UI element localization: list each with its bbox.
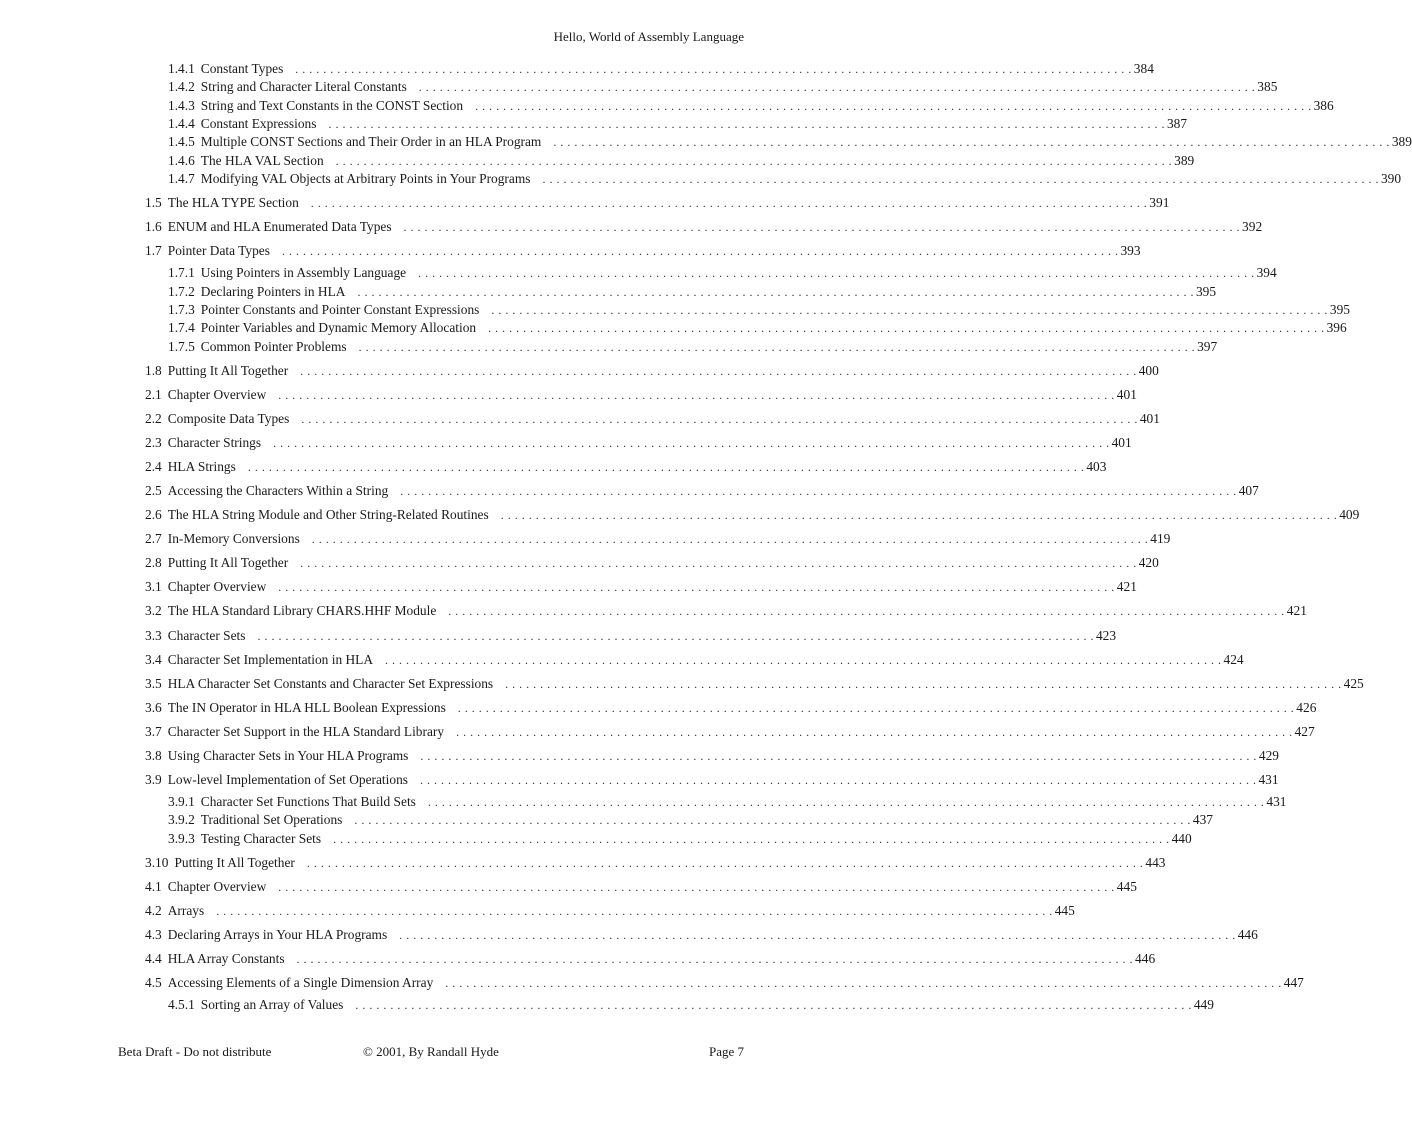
toc-dot-leader: . . . . . . . . . . . . . . . . . . . . . . . . . . . . . . . . . . . . . . . . . . . . . . . . . . . . . . . . . . . . . . . . . . . . . . . . . . . . . . . . . . . . . . . . . . . . . . . . . . . . . . . . . . . . . . . . . . . . . . . . (505, 677, 1342, 691)
toc-entry-page: 390 (1380, 171, 1402, 186)
toc-entry-title: Traditional Set Operations (200, 812, 343, 827)
toc-entry-page: 426 (1296, 700, 1317, 715)
toc-entry[interactable] (168, 264, 1277, 282)
toc-entry[interactable] (145, 854, 1166, 872)
toc-entry-number: 3.6 (145, 700, 162, 715)
toc-entry-page: 443 (1145, 855, 1166, 870)
toc-entry[interactable] (168, 830, 1192, 848)
toc-entry[interactable] (145, 434, 1132, 452)
toc-entry[interactable] (145, 651, 1244, 669)
toc-entry-title: Putting It All Together (167, 363, 289, 378)
toc-entry-title: The HLA String Module and Other String-Related Routines (167, 507, 489, 522)
toc-entry[interactable] (145, 675, 1364, 693)
toc-entry-title: Using Character Sets in Your HLA Programs (167, 748, 409, 763)
toc-entry-title: HLA Array Constants (167, 951, 285, 966)
toc-dot-leader: . . . . . . . . . . . . . . . . . . . . . . . . . . . . . . . . . . . . . . . . . . . . . . . . . . . . . . . . . . . . . . . . . . . . . . . . . . . . . . . . . . . . . . . . . . . . . . . . . . . . . . . . . . . . . . . . . . . . . . . . (357, 285, 1194, 299)
toc-entry-page: 449 (1193, 997, 1214, 1012)
toc-entry[interactable] (145, 554, 1159, 572)
toc-entry-number: 1.4.6 (168, 153, 195, 168)
footer-draft-notice: Beta Draft - Do not distribute (118, 1044, 272, 1059)
toc-entry-title: Character Set Implementation in HLA (167, 652, 374, 667)
toc-entry-page: 440 (1171, 831, 1192, 846)
toc-entry-number: 2.7 (145, 531, 162, 546)
toc-entry-title: Character Strings (167, 435, 262, 450)
toc-dot-leader: . . . . . . . . . . . . . . . . . . . . . . . . . . . . . . . . . . . . . . . . . . . . . . . . . . . . . . . . . . . . . . . . . . . . . . . . . . . . . . . . . . . . . . . . . . . . . . . . . . . . . . . . . . . . . . . . . . . . . . . . (491, 303, 1328, 317)
toc-dot-leader: . . . . . . . . . . . . . . . . . . . . . . . . . . . . . . . . . . . . . . . . . . . . . . . . . . . . . . . . . . . . . . . . . . . . . . . . . . . . . . . . . . . . . . . . . . . . . . . . . . . . . . . . . . . . . . . . . . . . . . . . (418, 80, 1256, 94)
toc-entry-title: Sorting an Array of Values (200, 997, 344, 1012)
toc-dot-leader: . . . . . . . . . . . . . . . . . . . . . . . . . . . . . . . . . . . . . . . . . . . . . . . . . . . . . . . . . . . . . . . . . . . . . . . . . . . . . . . . . . . . . . . . . . . . . . . . . . . . . . . . . . . . . . . . . . . . . . . . (300, 556, 1137, 570)
toc-dot-leader: . . . . . . . . . . . . . . . . . . . . . . . . . . . . . . . . . . . . . . . . . . . . . . . . . . . . . . . . . . . . . . . . . . . . . . . . . . . . . . . . . . . . . . . . . . . . . . . . . . . . . . . . . . . . . . . . . . . . . . . . (311, 532, 1149, 546)
toc-entry[interactable] (168, 115, 1188, 133)
toc-entry-page: 403 (1086, 459, 1107, 474)
toc-dot-leader: . . . . . . . . . . . . . . . . . . . . . . . . . . . . . . . . . . . . . . . . . . . . . . . . . . . . . . . . . . . . . . . . . . . . . . . . . . . . . . . . . . . . . . . . . . . . . . . . . . . . . . . . . . . . . . . . . . . . . . . . (385, 653, 1222, 667)
toc-entry-number: 3.9 (145, 772, 162, 787)
toc-entry-title: Low-level Implementation of Set Operations (167, 772, 408, 787)
toc-dot-leader: . . . . . . . . . . . . . . . . . . . . . . . . . . . . . . . . . . . . . . . . . . . . . . . . . . . . . . . . . . . . . . . . . . . . . . . . . . . . . . . . . . . . . . . . . . . . . . . . . . . . . . . . . . . . . . . . . . . . . . . . (295, 62, 1132, 76)
toc-entry-title: The IN Operator in HLA HLL Boolean Expressions (167, 700, 446, 715)
footer-page-number: Page 7 (708, 1044, 744, 1059)
toc-entry-number: 1.4.1 (168, 61, 195, 76)
toc-entry-number: 1.5 (145, 195, 162, 210)
toc-entry-number: 1.7.3 (168, 302, 195, 317)
toc-entry-number: 1.4.3 (168, 98, 195, 113)
toc-entry[interactable] (145, 242, 1141, 260)
toc-entry-title: Accessing Elements of a Single Dimension Array (167, 975, 434, 990)
toc-entry[interactable] (168, 793, 1287, 811)
toc-entry[interactable] (145, 386, 1137, 404)
toc-entry-title: Putting It All Together (167, 555, 289, 570)
toc-entry[interactable] (145, 723, 1315, 741)
toc-entry[interactable] (145, 530, 1171, 548)
toc-entry-title: HLA Character Set Constants and Character Set Expressions (167, 676, 494, 691)
toc-entry-page: 445 (1054, 903, 1075, 918)
toc-entry-title: Testing Character Sets (200, 831, 322, 846)
toc-entry[interactable] (145, 627, 1117, 645)
toc-entry[interactable] (145, 747, 1279, 765)
toc-entry-page: 419 (1150, 531, 1171, 546)
toc-entry-number: 4.4 (145, 951, 162, 966)
toc-entry[interactable] (145, 458, 1107, 476)
running-header: Hello, World of Assembly Language (553, 29, 744, 44)
toc-entry-number: 1.7 (145, 243, 162, 258)
toc-entry-title: Arrays (167, 903, 205, 918)
toc-dot-leader: . . . . . . . . . . . . . . . . . . . . . . . . . . . . . . . . . . . . . . . . . . . . . . . . . . . . . . . . . . . . . . . . . . . . . . . . . . . . . . . . . . . . . . . . . . . . . . . . . . . . . . . . . . . . . . . . . . . . . . . . (456, 725, 1293, 739)
toc-entry[interactable] (145, 482, 1259, 500)
toc-entry[interactable] (145, 602, 1307, 620)
toc-entry-page: 385 (1257, 79, 1278, 94)
toc-dot-leader: . . . . . . . . . . . . . . . . . . . . . . . . . . . . . . . . . . . . . . . . . . . . . . . . . . . . . . . . . . . . . . . . . . . . . . . . . . . . . . . . . . . . . . . . . . . . . . . . . . . . . . . . . . . . . . . . . . . . . . . . (306, 856, 1144, 870)
toc-entry-page: 409 (1339, 507, 1360, 522)
toc-dot-leader: . . . . . . . . . . . . . . . . . . . . . . . . . . . . . . . . . . . . . . . . . . . . . . . . . . . . . . . . . . . . . . . . . . . . . . . . . . . . . . . . . . . . . . . . . . . . . . . . . . . . . . . . . . . . . . . . . . . . . . . . (335, 154, 1173, 168)
toc-dot-leader: . . . . . . . . . . . . . . . . . . . . . . . . . . . . . . . . . . . . . . . . . . . . . . . . . . . . . . . . . . . . . . . . . . . . . . . . . . . . . . . . . . . . . . . . . . . . . . . . . . . . . . . . . . . . . . . . . . . . . . . . (488, 321, 1325, 335)
toc-dot-leader: . . . . . . . . . . . . . . . . . . . . . . . . . . . . . . . . . . . . . . . . . . . . . . . . . . . . . . . . . . . . . . . . . . . . . . . . . . . . . . . . . . . . . . . . . . . . . . . . . . . . . . . . . . . . . . . . . . . . . . . . (247, 460, 1085, 474)
toc-entry[interactable] (168, 152, 1195, 170)
toc-entry-page: 389 (1391, 134, 1412, 149)
toc-entry-number: 1.7.4 (168, 320, 195, 335)
toc-entry[interactable] (145, 410, 1160, 428)
toc-dot-leader: . . . . . . . . . . . . . . . . . . . . . . . . . . . . . . . . . . . . . . . . . . . . . . . . . . . . . . . . . . . . . . . . . . . . . . . . . . . . . . . . . . . . . . . . . . . . . . . . . . . . . . . . . . . . . . . . . . . . . . . . (448, 604, 1285, 618)
toc-entry-number: 1.4.4 (168, 116, 195, 131)
toc-dot-leader: . . . . . . . . . . . . . . . . . . . . . . . . . . . . . . . . . . . . . . . . . . . . . . . . . . . . . . . . . . . . . . . . . . . . . . . . . . . . . . . . . . . . . . . . . . . . . . . . . . . . . . . . . . . . . . . . . . . . . . . . (301, 412, 1138, 426)
toc-entry[interactable] (168, 338, 1218, 356)
toc-entry[interactable] (168, 996, 1214, 1014)
toc-entry-page: 401 (1116, 387, 1137, 402)
toc-entry-title: In-Memory Conversions (167, 531, 300, 546)
toc-entry-page: 392 (1242, 219, 1263, 234)
toc-entry-number: 1.7.2 (168, 284, 195, 299)
toc-entry-title: Constant Expressions (200, 116, 317, 131)
toc-entry-number: 3.9.2 (168, 812, 195, 827)
toc-entry[interactable] (168, 78, 1278, 96)
toc-entry-page: 446 (1135, 951, 1156, 966)
toc-dot-leader: . . . . . . . . . . . . . . . . . . . . . . . . . . . . . . . . . . . . . . . . . . . . . . . . . . . . . . . . . . . . . . . . . . . . . . . . . . . . . . . . . . . . . . . . . . . . . . . . . . . . . . . . . . . . . . . . . . . . . . . . (354, 813, 1191, 827)
toc-entry[interactable] (168, 60, 1154, 78)
toc-entry-title: Declaring Arrays in Your HLA Programs (167, 927, 388, 942)
toc-entry[interactable] (145, 878, 1137, 896)
toc-entry-page: 431 (1266, 794, 1287, 809)
toc-entry[interactable] (145, 218, 1263, 236)
toc-entry-number: 3.4 (145, 652, 162, 667)
toc-entry-number: 1.6 (145, 219, 162, 234)
toc-entry-title: Chapter Overview (167, 579, 267, 594)
toc-dot-leader: . . . . . . . . . . . . . . . . . . . . . . . . . . . . . . . . . . . . . . . . . . . . . . . . . . . . . . . . . . . . . . . . . . . . . . . . . . . . . . . . . . . . . . . . . . . . . . . . . . . . . . . . . . . . . . . . . . . . . . . . (420, 749, 1257, 763)
toc-dot-leader: . . . . . . . . . . . . . . . . . . . . . . . . . . . . . . . . . . . . . . . . . . . . . . . . . . . . . . . . . . . . . . . . . . . . . . . . . . . . . . . . . . . . . . . . . . . . . . . . . . . . . . . . . . . . . . . . . . . . . . . . (310, 196, 1148, 210)
toc-entry-page: 384 (1133, 61, 1154, 76)
toc-entry-number: 2.3 (145, 435, 162, 450)
toc-entry-page: 395 (1329, 302, 1350, 317)
toc-entry-page: 386 (1313, 98, 1334, 113)
toc-dot-leader: . . . . . . . . . . . . . . . . . . . . . . . . . . . . . . . . . . . . . . . . . . . . . . . . . . . . . . . . . . . . . . . . . . . . . . . . . . . . . . . . . . . . . . . . . . . . . . . . . . . . . . . . . . . . . . . . . . . . . . . . (333, 832, 1170, 846)
toc-entry[interactable] (168, 97, 1334, 115)
toc-dot-leader: . . . . . . . . . . . . . . . . . . . . . . . . . . . . . . . . . . . . . . . . . . . . . . . . . . . . . . . . . . . . . . . . . . . . . . . . . . . . . . . . . . . . . . . . . . . . . . . . . . . . . . . . . . . . . . . . . . . . . . . . (475, 99, 1312, 113)
toc-dot-leader: . . . . . . . . . . . . . . . . . . . . . . . . . . . . . . . . . . . . . . . . . . . . . . . . . . . . . . . . . . . . . . . . . . . . . . . . . . . . . . . . . . . . . . . . . . . . . . . . . . . . . . . . . . . . . . . . . . . . . . . . (542, 172, 1379, 186)
toc-dot-leader: . . . . . . . . . . . . . . . . . . . . . . . . . . . . . . . . . . . . . . . . . . . . . . . . . . . . . . . . . . . . . . . . . . . . . . . . . . . . . . . . . . . . . . . . . . . . . . . . . . . . . . . . . . . . . . . . . . . . . . . . (273, 436, 1110, 450)
toc-entry-page: 446 (1237, 927, 1258, 942)
toc-entry-number: 3.5 (145, 676, 162, 691)
toc-dot-leader: . . . . . . . . . . . . . . . . . . . . . . . . . . . . . . . . . . . . . . . . . . . . . . . . . . . . . . . . . . . . . . . . . . . . . . . . . . . . . . . . . . . . . . . . . . . . . . . . . . . . . . . . . . . . . . . . . . . . . . . . (419, 773, 1257, 787)
toc-entry-number: 2.4 (145, 459, 162, 474)
toc-dot-leader: . . . . . . . . . . . . . . . . . . . . . . . . . . . . . . . . . . . . . . . . . . . . . . . . . . . . . . . . . . . . . . . . . . . . . . . . . . . . . . . . . . . . . . . . . . . . . . . . . . . . . . . . . . . . . . . . . . . . . . . . (216, 904, 1053, 918)
toc-entry-number: 3.8 (145, 748, 162, 763)
toc-entry-title: The HLA Standard Library CHARS.HHF Module (167, 603, 437, 618)
toc-entry[interactable] (145, 926, 1258, 944)
toc-entry-number: 2.8 (145, 555, 162, 570)
toc-entry-number: 4.5 (145, 975, 162, 990)
toc-entry-number: 1.8 (145, 363, 162, 378)
toc-entry-title: ENUM and HLA Enumerated Data Types (167, 219, 392, 234)
toc-dot-leader: . . . . . . . . . . . . . . . . . . . . . . . . . . . . . . . . . . . . . . . . . . . . . . . . . . . . . . . . . . . . . . . . . . . . . . . . . . . . . . . . . . . . . . . . . . . . . . . . . . . . . . . . . . . . . . . . . . . . . . . . (457, 701, 1295, 715)
toc-entry-title: The HLA VAL Section (200, 153, 324, 168)
toc-entry-title: String and Text Constants in the CONST Section (200, 98, 464, 113)
toc-dot-leader: . . . . . . . . . . . . . . . . . . . . . . . . . . . . . . . . . . . . . . . . . . . . . . . . . . . . . . . . . . . . . . . . . . . . . . . . . . . . . . . . . . . . . . . . . . . . . . . . . . . . . . . . . . . . . . . . . . . . . . . . (399, 928, 1236, 942)
toc-entry-title: Chapter Overview (167, 387, 267, 402)
toc-entry-title: HLA Strings (167, 459, 236, 474)
toc-entry-page: 420 (1138, 555, 1159, 570)
toc-entry-title: Composite Data Types (167, 411, 290, 426)
toc-entry-title: Common Pointer Problems (200, 339, 347, 354)
toc-entry-number: 2.2 (145, 411, 162, 426)
toc-entry-title: Pointer Variables and Dynamic Memory Allocation (200, 320, 477, 335)
toc-dot-leader: . . . . . . . . . . . . . . . . . . . . . . . . . . . . . . . . . . . . . . . . . . . . . . . . . . . . . . . . . . . . . . . . . . . . . . . . . . . . . . . . . . . . . . . . . . . . . . . . . . . . . . . . . . . . . . . . . . . . . . . . (358, 340, 1196, 354)
toc-entry-page: 431 (1258, 772, 1279, 787)
toc-dot-leader: . . . . . . . . . . . . . . . . . . . . . . . . . . . . . . . . . . . . . . . . . . . . . . . . . . . . . . . . . . . . . . . . . . . . . . . . . . . . . . . . . . . . . . . . . . . . . . . . . . . . . . . . . . . . . . . . . . . . . . . . (300, 364, 1137, 378)
toc-entry[interactable] (168, 319, 1347, 337)
toc-entry-page: 389 (1174, 153, 1195, 168)
toc-entry-number: 3.9.3 (168, 831, 195, 846)
toc-entry[interactable] (168, 283, 1217, 301)
toc-entry-title: Modifying VAL Objects at Arbitrary Points in Your Programs (200, 171, 531, 186)
toc-entry-title: Character Set Support in the HLA Standard Library (167, 724, 445, 739)
toc-entry-page: 393 (1120, 243, 1141, 258)
toc-entry-number: 4.1 (145, 879, 162, 894)
toc-dot-leader: . . . . . . . . . . . . . . . . . . . . . . . . . . . . . . . . . . . . . . . . . . . . . . . . . . . . . . . . . . . . . . . . . . . . . . . . . . . . . . . . . . . . . . . . . . . . . . . . . . . . . . . . . . . . . . . . . . . . . . . . (445, 976, 1282, 990)
toc-entry-number: 1.7.5 (168, 339, 195, 354)
toc-dot-leader: . . . . . . . . . . . . . . . . . . . . . . . . . . . . . . . . . . . . . . . . . . . . . . . . . . . . . . . . . . . . . . . . . . . . . . . . . . . . . . . . . . . . . . . . . . . . . . . . . . . . . . . . . . . . . . . . . . . . . . . . (281, 244, 1119, 258)
toc-entry-number: 2.6 (145, 507, 162, 522)
toc-dot-leader: . . . . . . . . . . . . . . . . . . . . . . . . . . . . . . . . . . . . . . . . . . . . . . . . . . . . . . . . . . . . . . . . . . . . . . . . . . . . . . . . . . . . . . . . . . . . . . . . . . . . . . . . . . . . . . . . . . . . . . . . (296, 952, 1134, 966)
toc-entry-title: String and Character Literal Constants (200, 79, 407, 94)
toc-entry[interactable] (145, 578, 1137, 596)
toc-entry-page: 401 (1111, 435, 1132, 450)
toc-entry-title: Character Sets (167, 628, 246, 643)
toc-entry-page: 421 (1286, 603, 1307, 618)
toc-entry-number: 3.2 (145, 603, 162, 618)
toc-entry[interactable] (145, 950, 1156, 968)
toc-dot-leader: . . . . . . . . . . . . . . . . . . . . . . . . . . . . . . . . . . . . . . . . . . . . . . . . . . . . . . . . . . . . . . . . . . . . . . . . . . . . . . . . . . . . . . . . . . . . . . . . . . . . . . . . . . . . . . . . . . . . . . . . (278, 388, 1115, 402)
footer-copyright: © 2001, By Randall Hyde (363, 1044, 499, 1059)
toc-entry-number: 4.3 (145, 927, 162, 942)
toc-entry-page: 437 (1192, 812, 1213, 827)
toc-entry-title: The HLA TYPE Section (167, 195, 299, 210)
toc-entry-number: 4.5.1 (168, 997, 195, 1012)
toc-entry-title: Using Pointers in Assembly Language (200, 265, 407, 280)
toc-entry-page: 447 (1283, 975, 1304, 990)
toc-entry-page: 401 (1139, 411, 1160, 426)
toc-entry[interactable] (145, 194, 1170, 212)
toc-entry-page: 423 (1095, 628, 1117, 643)
toc-entry[interactable] (145, 902, 1075, 920)
toc-entry-title: Putting It All Together (174, 855, 295, 870)
toc-entry-page: 429 (1258, 748, 1279, 763)
toc-dot-leader: . . . . . . . . . . . . . . . . . . . . . . . . . . . . . . . . . . . . . . . . . . . . . . . . . . . . . . . . . . . . . . . . . . . . . . . . . . . . . . . . . . . . . . . . . . . . . . . . . . . . . . . . . . . . . . . . . . . . . . . . (278, 580, 1115, 594)
toc-entry-page: 400 (1138, 363, 1159, 378)
toc-entry-number: 3.7 (145, 724, 162, 739)
toc-entry-page: 407 (1238, 483, 1259, 498)
toc-entry-title: Constant Types (200, 61, 284, 76)
toc-entry-number: 3.3 (145, 628, 162, 643)
toc-entry-title: Character Set Functions That Build Sets (200, 794, 416, 809)
toc-dot-leader: . . . . . . . . . . . . . . . . . . . . . . . . . . . . . . . . . . . . . . . . . . . . . . . . . . . . . . . . . . . . . . . . . . . . . . . . . . . . . . . . . . . . . . . . . . . . . . . . . . . . . . . . . . . . . . . . . . . . . . . . (427, 795, 1265, 809)
toc-entry-number: 2.5 (145, 483, 162, 498)
toc-entry[interactable] (145, 771, 1279, 789)
toc-entry-page: 394 (1256, 265, 1277, 280)
toc-dot-leader: . . . . . . . . . . . . . . . . . . . . . . . . . . . . . . . . . . . . . . . . . . . . . . . . . . . . . . . . . . . . . . . . . . . . . . . . . . . . . . . . . . . . . . . . . . . . . . . . . . . . . . . . . . . . . . . . . . . . . . . . (355, 998, 1192, 1012)
toc-entry-page: 445 (1116, 879, 1137, 894)
toc-entry[interactable] (145, 699, 1317, 717)
toc-entry[interactable] (168, 811, 1213, 829)
toc-entry[interactable] (145, 506, 1360, 524)
toc-dot-leader: . . . . . . . . . . . . . . . . . . . . . . . . . . . . . . . . . . . . . . . . . . . . . . . . . . . . . . . . . . . . . . . . . . . . . . . . . . . . . . . . . . . . . . . . . . . . . . . . . . . . . . . . . . . . . . . . . . . . . . . . (403, 220, 1241, 234)
toc-dot-leader: . . . . . . . . . . . . . . . . . . . . . . . . . . . . . . . . . . . . . . . . . . . . . . . . . . . . . . . . . . . . . . . . . . . . . . . . . . . . . . . . . . . . . . . . . . . . . . . . . . . . . . . . . . . . . . . . . . . . . . . . (553, 135, 1390, 149)
toc-entry-number: 1.4.7 (168, 171, 195, 186)
toc-entry-page: 395 (1195, 284, 1217, 299)
toc-entry-page: 427 (1294, 724, 1315, 739)
toc-entry[interactable] (168, 170, 1402, 188)
toc-entry-title: Accessing the Characters Within a String (167, 483, 389, 498)
toc-entry-title: Pointer Data Types (167, 243, 270, 258)
toc-entry-page: 387 (1166, 116, 1188, 131)
toc-dot-leader: . . . . . . . . . . . . . . . . . . . . . . . . . . . . . . . . . . . . . . . . . . . . . . . . . . . . . . . . . . . . . . . . . . . . . . . . . . . . . . . . . . . . . . . . . . . . . . . . . . . . . . . . . . . . . . . . . . . . . . . . (400, 484, 1237, 498)
toc-entry-title: Pointer Constants and Pointer Constant Expressions (200, 302, 480, 317)
toc-entry-number: 3.1 (145, 579, 162, 594)
toc-entry[interactable] (168, 301, 1350, 319)
toc-entry-title: Declaring Pointers in HLA (200, 284, 346, 299)
toc-entry-number: 3.10 (145, 855, 169, 870)
toc-entry[interactable] (145, 362, 1159, 380)
toc-entry-page: 397 (1197, 339, 1218, 354)
toc-entry-number: 2.1 (145, 387, 162, 402)
toc-entry-page: 424 (1223, 652, 1244, 667)
toc-entry-page: 425 (1343, 676, 1364, 691)
toc-entry[interactable] (168, 133, 1412, 151)
toc-entry-number: 4.2 (145, 903, 162, 918)
toc-entry-title: Multiple CONST Sections and Their Order in an HLA Program (200, 134, 542, 149)
toc-entry-title: Chapter Overview (167, 879, 267, 894)
toc-entry-number: 1.7.1 (168, 265, 195, 280)
toc-entry-number: 1.4.2 (168, 79, 195, 94)
toc-entry-page: 421 (1116, 579, 1137, 594)
toc-entry-page: 396 (1326, 320, 1347, 335)
toc-entry-number: 1.4.5 (168, 134, 195, 149)
toc-entry-number: 3.9.1 (168, 794, 195, 809)
toc-dot-leader: . . . . . . . . . . . . . . . . . . . . . . . . . . . . . . . . . . . . . . . . . . . . . . . . . . . . . . . . . . . . . . . . . . . . . . . . . . . . . . . . . . . . . . . . . . . . . . . . . . . . . . . . . . . . . . . . . . . . . . . . (500, 508, 1338, 522)
toc-dot-leader: . . . . . . . . . . . . . . . . . . . . . . . . . . . . . . . . . . . . . . . . . . . . . . . . . . . . . . . . . . . . . . . . . . . . . . . . . . . . . . . . . . . . . . . . . . . . . . . . . . . . . . . . . . . . . . . . . . . . . . . . (418, 266, 1255, 280)
toc-entry[interactable] (145, 974, 1304, 992)
toc-dot-leader: . . . . . . . . . . . . . . . . . . . . . . . . . . . . . . . . . . . . . . . . . . . . . . . . . . . . . . . . . . . . . . . . . . . . . . . . . . . . . . . . . . . . . . . . . . . . . . . . . . . . . . . . . . . . . . . . . . . . . . . . (328, 117, 1165, 131)
toc-entry-page: 391 (1149, 195, 1170, 210)
toc-dot-leader: . . . . . . . . . . . . . . . . . . . . . . . . . . . . . . . . . . . . . . . . . . . . . . . . . . . . . . . . . . . . . . . . . . . . . . . . . . . . . . . . . . . . . . . . . . . . . . . . . . . . . . . . . . . . . . . . . . . . . . . . (257, 629, 1094, 643)
toc-dot-leader: . . . . . . . . . . . . . . . . . . . . . . . . . . . . . . . . . . . . . . . . . . . . . . . . . . . . . . . . . . . . . . . . . . . . . . . . . . . . . . . . . . . . . . . . . . . . . . . . . . . . . . . . . . . . . . . . . . . . . . . . (278, 880, 1115, 894)
